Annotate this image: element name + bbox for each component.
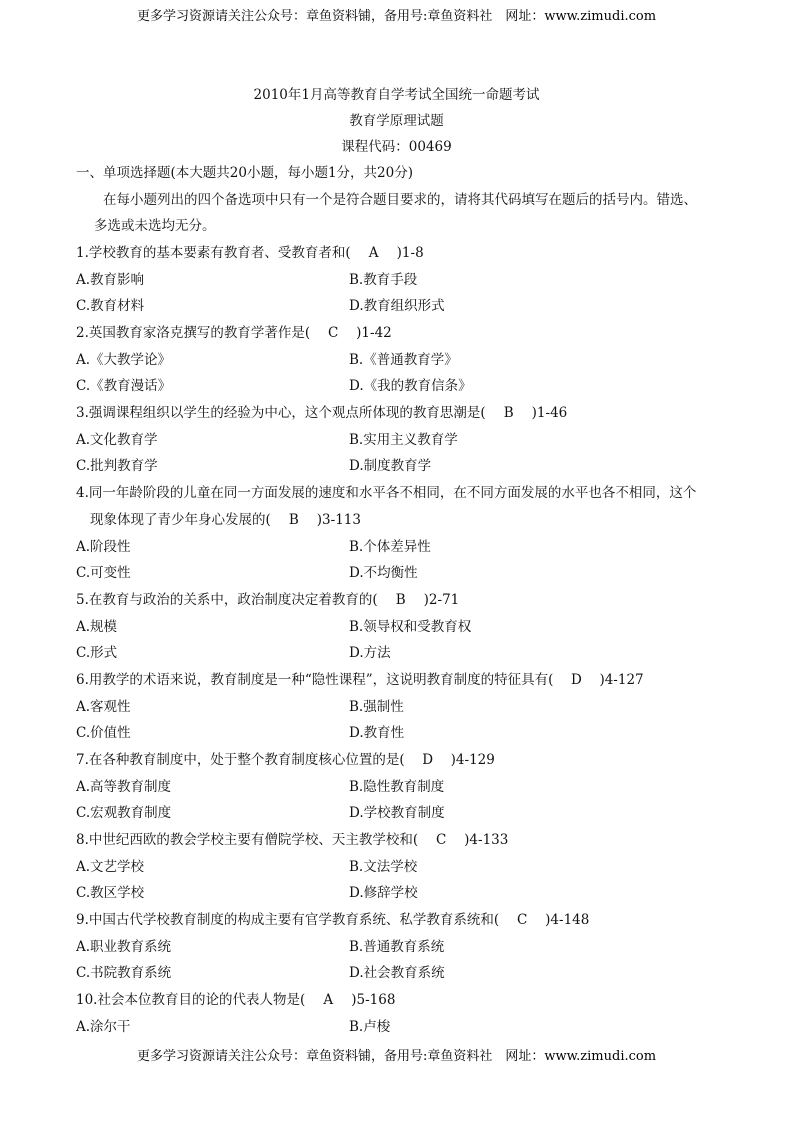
option-c: C.书院教育系统 bbox=[76, 965, 172, 981]
page-header: 更多学习资源请关注公众号：章鱼资料铺，备用号:章鱼资料社 网址：www.zimudi.com bbox=[136, 9, 657, 24]
question-ref: )1-46 bbox=[531, 405, 568, 421]
question-stem: 2.英国教育家洛克撰写的教育学著作是( bbox=[76, 325, 311, 341]
option-c: C.《教育漫话》 bbox=[76, 378, 172, 394]
option-a: A.涂尔干 bbox=[76, 1019, 131, 1035]
question-ref: )4-127 bbox=[599, 672, 644, 688]
question-ref: )1-8 bbox=[396, 245, 424, 261]
option-d: D.教育性 bbox=[349, 725, 405, 741]
option-a: A.阶段性 bbox=[76, 539, 131, 555]
question-stem: 3.强调课程组织以学生的经验为中心，这个观点所体现的教育思潮是( bbox=[76, 405, 486, 421]
option-b: B.实用主义教育学 bbox=[349, 432, 458, 448]
option-a: A.教育影响 bbox=[76, 272, 145, 288]
option-a: A.高等教育制度 bbox=[76, 779, 172, 795]
option-d: D.修辞学校 bbox=[349, 885, 418, 901]
option-d: D.社会教育系统 bbox=[349, 965, 445, 981]
question-8 bbox=[76, 832, 508, 848]
question-answer: C bbox=[435, 832, 447, 848]
section-instructions: 在每小题列出的四个备选项中只有一个是符合题目要求的，请将其代码填写在题后的括号内。错选、 bbox=[103, 192, 697, 208]
option-b: B.普通教育系统 bbox=[349, 939, 445, 955]
question-answer: A bbox=[323, 992, 334, 1008]
question-3 bbox=[76, 405, 567, 421]
question-answer: A bbox=[368, 245, 379, 261]
question-stem: 5.在教育与政治的关系中，政治制度决定着教育的( bbox=[76, 592, 378, 608]
option-d: D.《我的教育信条》 bbox=[349, 378, 472, 394]
question-4-cont bbox=[90, 512, 361, 528]
question-4: 4.同一年龄阶段的儿童在同一方面发展的速度和水平各不相同，在不同方面发展的水平也各不相同，这个 bbox=[76, 485, 697, 501]
question-ref: )1-42 bbox=[356, 325, 392, 341]
exam-subject: 教育学原理试题 bbox=[349, 113, 444, 129]
option-a: A.规模 bbox=[76, 619, 118, 635]
option-c: C.批判教育学 bbox=[76, 458, 158, 474]
question-answer: C bbox=[327, 325, 339, 341]
option-b: B.《普通教育学》 bbox=[349, 352, 458, 368]
option-d: D.方法 bbox=[349, 645, 391, 661]
question-answer: B bbox=[395, 592, 406, 608]
question-stem: 7.在各种教育制度中，处于整个教育制度核心位置的是( bbox=[76, 752, 405, 768]
option-a: A.职业教育系统 bbox=[76, 939, 172, 955]
option-c: C.教育材料 bbox=[76, 298, 145, 314]
option-b: B.强制性 bbox=[349, 699, 404, 715]
question-ref: )4-133 bbox=[464, 832, 509, 848]
section-heading: 一、单项选择题(本大题共20小题，每小题1分，共20分) bbox=[76, 165, 413, 181]
option-b: B.卢梭 bbox=[349, 1019, 391, 1035]
option-c: C.教区学校 bbox=[76, 885, 145, 901]
exam-title: 2010年1月高等教育自学考试全国统一命题考试 bbox=[253, 87, 540, 103]
question-answer: D bbox=[422, 752, 434, 768]
question-1 bbox=[76, 245, 424, 261]
option-b: B.个体差异性 bbox=[349, 539, 431, 555]
option-b: B.教育手段 bbox=[349, 272, 418, 288]
option-d: D.学校教育制度 bbox=[349, 805, 445, 821]
question-answer: B bbox=[503, 405, 514, 421]
option-a: A.文化教育学 bbox=[76, 432, 158, 448]
question-stem: 10.社会本位教育目的论的代表人物是( bbox=[76, 992, 306, 1008]
question-5 bbox=[76, 592, 459, 608]
question-answer: B bbox=[288, 512, 299, 528]
course-code: 课程代码：00469 bbox=[341, 139, 452, 155]
question-ref: )5-168 bbox=[351, 992, 396, 1008]
option-c: C.宏观教育制度 bbox=[76, 805, 172, 821]
question-7 bbox=[76, 752, 495, 768]
question-2 bbox=[76, 325, 392, 341]
question-ref: )2-71 bbox=[423, 592, 460, 608]
question-ref: )4-129 bbox=[450, 752, 495, 768]
option-a: A.客观性 bbox=[76, 699, 131, 715]
question-answer: D bbox=[571, 672, 582, 688]
option-d: D.不均衡性 bbox=[349, 565, 418, 581]
question-stem: 8.中世纪西欧的教会学校主要有僧院学校、天主教学校和( bbox=[76, 832, 419, 848]
question-stem: 9.中国古代学校教育制度的构成主要有官学教育系统、私学教育系统和( bbox=[76, 912, 500, 928]
option-a: A.文艺学校 bbox=[76, 859, 145, 875]
question-stem: 1.学校教育的基本要素有教育者、受教育者和( bbox=[76, 245, 351, 261]
option-b: B.文法学校 bbox=[349, 859, 418, 875]
option-d: D.教育组织形式 bbox=[349, 298, 445, 314]
option-b: B.隐性教育制度 bbox=[349, 779, 445, 795]
question-answer: C bbox=[516, 912, 528, 928]
option-c: C.价值性 bbox=[76, 725, 131, 741]
question-9 bbox=[76, 912, 589, 928]
question-6 bbox=[76, 672, 644, 688]
question-stem: 6.用教学的术语来说，教育制度是一种“隐性课程”，这说明教育制度的特征具有( bbox=[76, 672, 554, 688]
option-d: D.制度教育学 bbox=[349, 458, 432, 474]
option-a: A.《大教学论》 bbox=[76, 352, 172, 368]
option-c: C.形式 bbox=[76, 645, 118, 661]
question-10 bbox=[76, 992, 395, 1008]
question-ref: )4-148 bbox=[545, 912, 590, 928]
option-c: C.可变性 bbox=[76, 565, 131, 581]
section-instructions-cont: 多选或未选均无分。 bbox=[94, 218, 216, 234]
page-footer: 更多学习资源请关注公众号：章鱼资料铺，备用号:章鱼资料社 网址：www.zimudi.com bbox=[136, 1049, 657, 1064]
option-b: B.领导权和受教育权 bbox=[349, 619, 472, 635]
question-stem: 现象体现了青少年身心发展的( bbox=[90, 512, 271, 528]
question-ref: )3-113 bbox=[316, 512, 361, 528]
